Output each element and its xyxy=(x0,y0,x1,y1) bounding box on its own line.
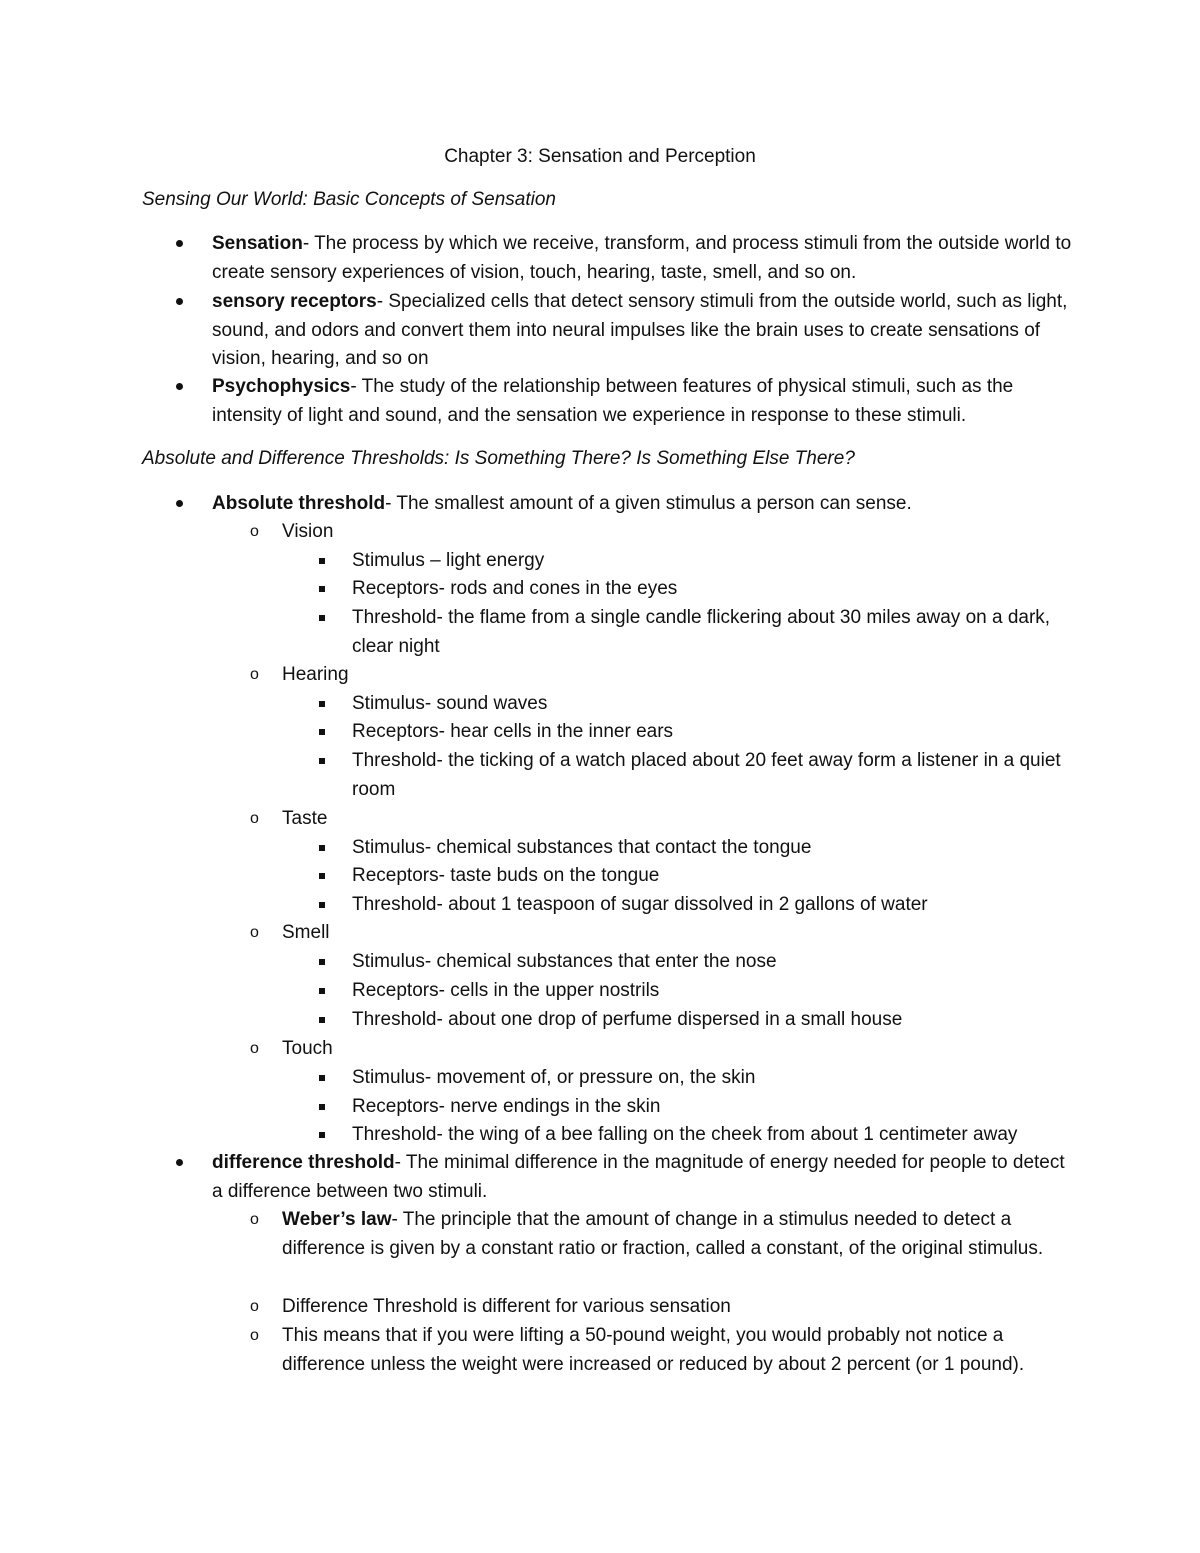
circle-bullet-icon: o xyxy=(250,810,259,827)
taste-stimulus: Stimulus- chemical substances that contact the tongue xyxy=(352,837,812,858)
def-psychophysics: - The study of the relationship between features of physical stimuli, such as the intensity of light and sound, and the sensation we experience in response to these stimuli. xyxy=(212,376,1014,426)
square-bullet-icon xyxy=(318,1121,328,1149)
term-difference-threshold: difference threshold xyxy=(212,1152,395,1173)
bullet-icon xyxy=(174,373,188,401)
sense-vision: Vision xyxy=(282,521,334,542)
difference-threshold-note: Difference Threshold is different for various sensation xyxy=(282,1296,731,1317)
touch-threshold: Threshold- the wing of a bee falling on the cheek from about 1 centimeter away xyxy=(352,1124,1018,1145)
smell-threshold: Threshold- about one drop of perfume dispersed in a small house xyxy=(352,1009,903,1030)
vision-threshold: Threshold- the flame from a single candle flickering about 30 miles away on a dark, clear night xyxy=(352,607,1051,657)
def-absolute-threshold: - The smallest amount of a given stimulus a person can sense. xyxy=(385,493,912,514)
smell-stimulus: Stimulus- chemical substances that enter the nose xyxy=(352,951,777,972)
square-bullet-icon xyxy=(318,690,328,718)
def-sensation: - The process by which we receive, transform, and process stimuli from the outside world to create sensory experiences of vision, touch, hearing, taste, smell, and so on. xyxy=(212,233,1072,283)
square-bullet-icon xyxy=(318,862,328,890)
vision-receptors: Receptors- rods and cones in the eyes xyxy=(352,578,678,599)
term-sensation: Sensation xyxy=(212,233,303,254)
bullet-icon xyxy=(174,230,188,258)
smell-receptors: Receptors- cells in the upper nostrils xyxy=(352,980,660,1001)
square-bullet-icon xyxy=(318,575,328,603)
term-absolute-threshold: Absolute threshold xyxy=(212,493,386,514)
square-bullet-icon xyxy=(318,1064,328,1092)
list-item-psychophysics xyxy=(212,373,1072,430)
list-item-webers-law xyxy=(282,1206,1072,1263)
square-bullet-icon xyxy=(318,834,328,862)
sense-taste: Taste xyxy=(282,808,328,829)
hearing-threshold: Threshold- the ticking of a watch placed about 20 feet away form a listener in a quiet room xyxy=(352,750,1061,800)
list-item-sensory-receptors xyxy=(212,288,1072,374)
square-bullet-icon xyxy=(318,977,328,1005)
def-webers-law: - The principle that the amount of change in a stimulus needed to detect a difference is given by a constant ratio or fraction, called a constant, of the original stimulus. xyxy=(282,1209,1044,1259)
sense-touch: Touch xyxy=(282,1038,333,1059)
hearing-receptors: Receptors- hear cells in the inner ears xyxy=(352,721,674,742)
sense-hearing: Hearing xyxy=(282,664,349,685)
circle-bullet-icon: o xyxy=(250,924,259,941)
square-bullet-icon xyxy=(318,547,328,575)
bullet-icon xyxy=(174,288,188,316)
circle-bullet-icon: o xyxy=(250,1327,259,1344)
bullet-icon xyxy=(174,490,188,518)
touch-receptors: Receptors- nerve endings in the skin xyxy=(352,1096,661,1117)
taste-threshold: Threshold- about 1 teaspoon of sugar dissolved in 2 gallons of water xyxy=(352,894,928,915)
section-heading-thresholds: Absolute and Difference Thresholds: Is Something There? Is Something Else There? xyxy=(142,448,855,469)
hearing-stimulus: Stimulus- sound waves xyxy=(352,693,548,714)
term-sensory-receptors: sensory receptors xyxy=(212,291,377,312)
section-heading-sensing: Sensing Our World: Basic Concepts of Sensation xyxy=(142,189,556,210)
square-bullet-icon xyxy=(318,891,328,919)
lifting-example-note: This means that if you were lifting a 50-pound weight, you would probably not notice a difference unless the weight were increased or reduced by about 2 percent (or 1 pound). xyxy=(282,1325,1025,1375)
square-bullet-icon xyxy=(318,1006,328,1034)
bullet-icon xyxy=(174,1149,188,1177)
term-webers-law: Weber’s law xyxy=(282,1209,392,1230)
square-bullet-icon xyxy=(318,604,328,632)
vision-stimulus: Stimulus – light energy xyxy=(352,550,545,571)
list-item-sensation xyxy=(212,230,1072,287)
sense-smell: Smell xyxy=(282,922,330,943)
circle-bullet-icon: o xyxy=(250,666,259,683)
circle-bullet-icon: o xyxy=(250,1298,259,1315)
square-bullet-icon xyxy=(318,1093,328,1121)
list-item-absolute-threshold xyxy=(212,490,1072,519)
circle-bullet-icon: o xyxy=(250,523,259,540)
list-item-difference-threshold xyxy=(212,1149,1072,1206)
term-psychophysics: Psychophysics xyxy=(212,376,351,397)
square-bullet-icon xyxy=(318,747,328,775)
def-difference-threshold: - The minimal difference in the magnitude of energy needed for people to detect a difference between two stimuli. xyxy=(212,1152,1065,1202)
circle-bullet-icon: o xyxy=(250,1040,259,1057)
def-sensory-receptors: - Specialized cells that detect sensory stimuli from the outside world, such as light, sound, and odors and convert them into neural impulses like the brain uses to create sensations of vision, hearing, and so on xyxy=(212,291,1068,370)
square-bullet-icon xyxy=(318,718,328,746)
taste-receptors: Receptors- taste buds on the tongue xyxy=(352,865,660,886)
square-bullet-icon xyxy=(318,948,328,976)
touch-stimulus: Stimulus- movement of, or pressure on, the skin xyxy=(352,1067,756,1088)
page-title: Chapter 3: Sensation and Perception xyxy=(444,146,756,167)
circle-bullet-icon: o xyxy=(250,1211,259,1228)
